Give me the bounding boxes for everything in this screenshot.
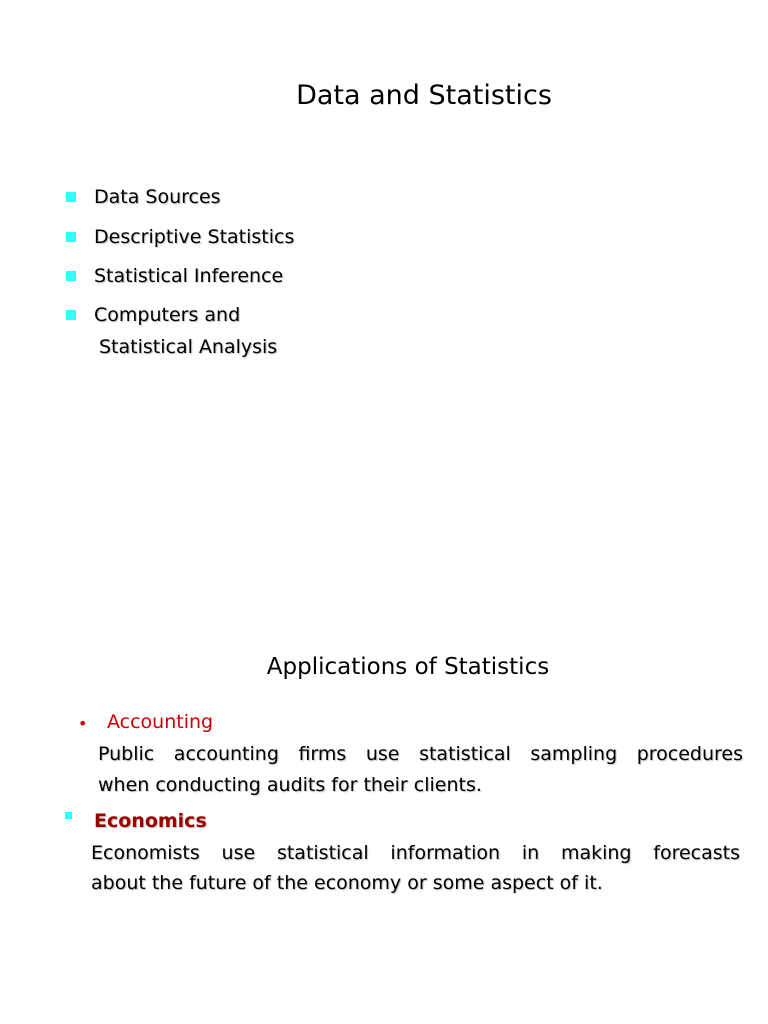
economics-text-line-2: about the future of the economy or some aspect of it. <box>91 872 603 894</box>
slide1-title: Data and Statistics <box>296 80 552 111</box>
list-item-computers: Computers and <box>94 304 241 326</box>
list-item-computers-continuation: Statistical Analysis <box>99 336 278 358</box>
square-bullet-icon <box>65 812 72 819</box>
list-item-data-sources: Data Sources <box>94 186 221 208</box>
list-item-statistical-inference: Statistical Inference <box>94 265 284 287</box>
list-item-descriptive-statistics: Descriptive Statistics <box>94 226 295 248</box>
accounting-text-line-1: Public accounting firms use statistical sampling procedures <box>98 743 743 765</box>
square-bullet-icon <box>66 271 76 281</box>
slide2-title: Applications of Statistics <box>266 654 550 680</box>
square-bullet-icon <box>66 192 76 202</box>
square-bullet-icon <box>66 310 76 320</box>
dot-bullet-icon: • <box>78 714 88 733</box>
accounting-text-line-2: when conducting audits for their clients. <box>98 774 482 796</box>
economics-heading: Economics <box>94 810 207 832</box>
square-bullet-icon <box>66 232 76 242</box>
economics-text-line-1: Economists use statistical information in making forecasts <box>91 842 740 864</box>
accounting-heading: Accounting <box>107 711 214 733</box>
